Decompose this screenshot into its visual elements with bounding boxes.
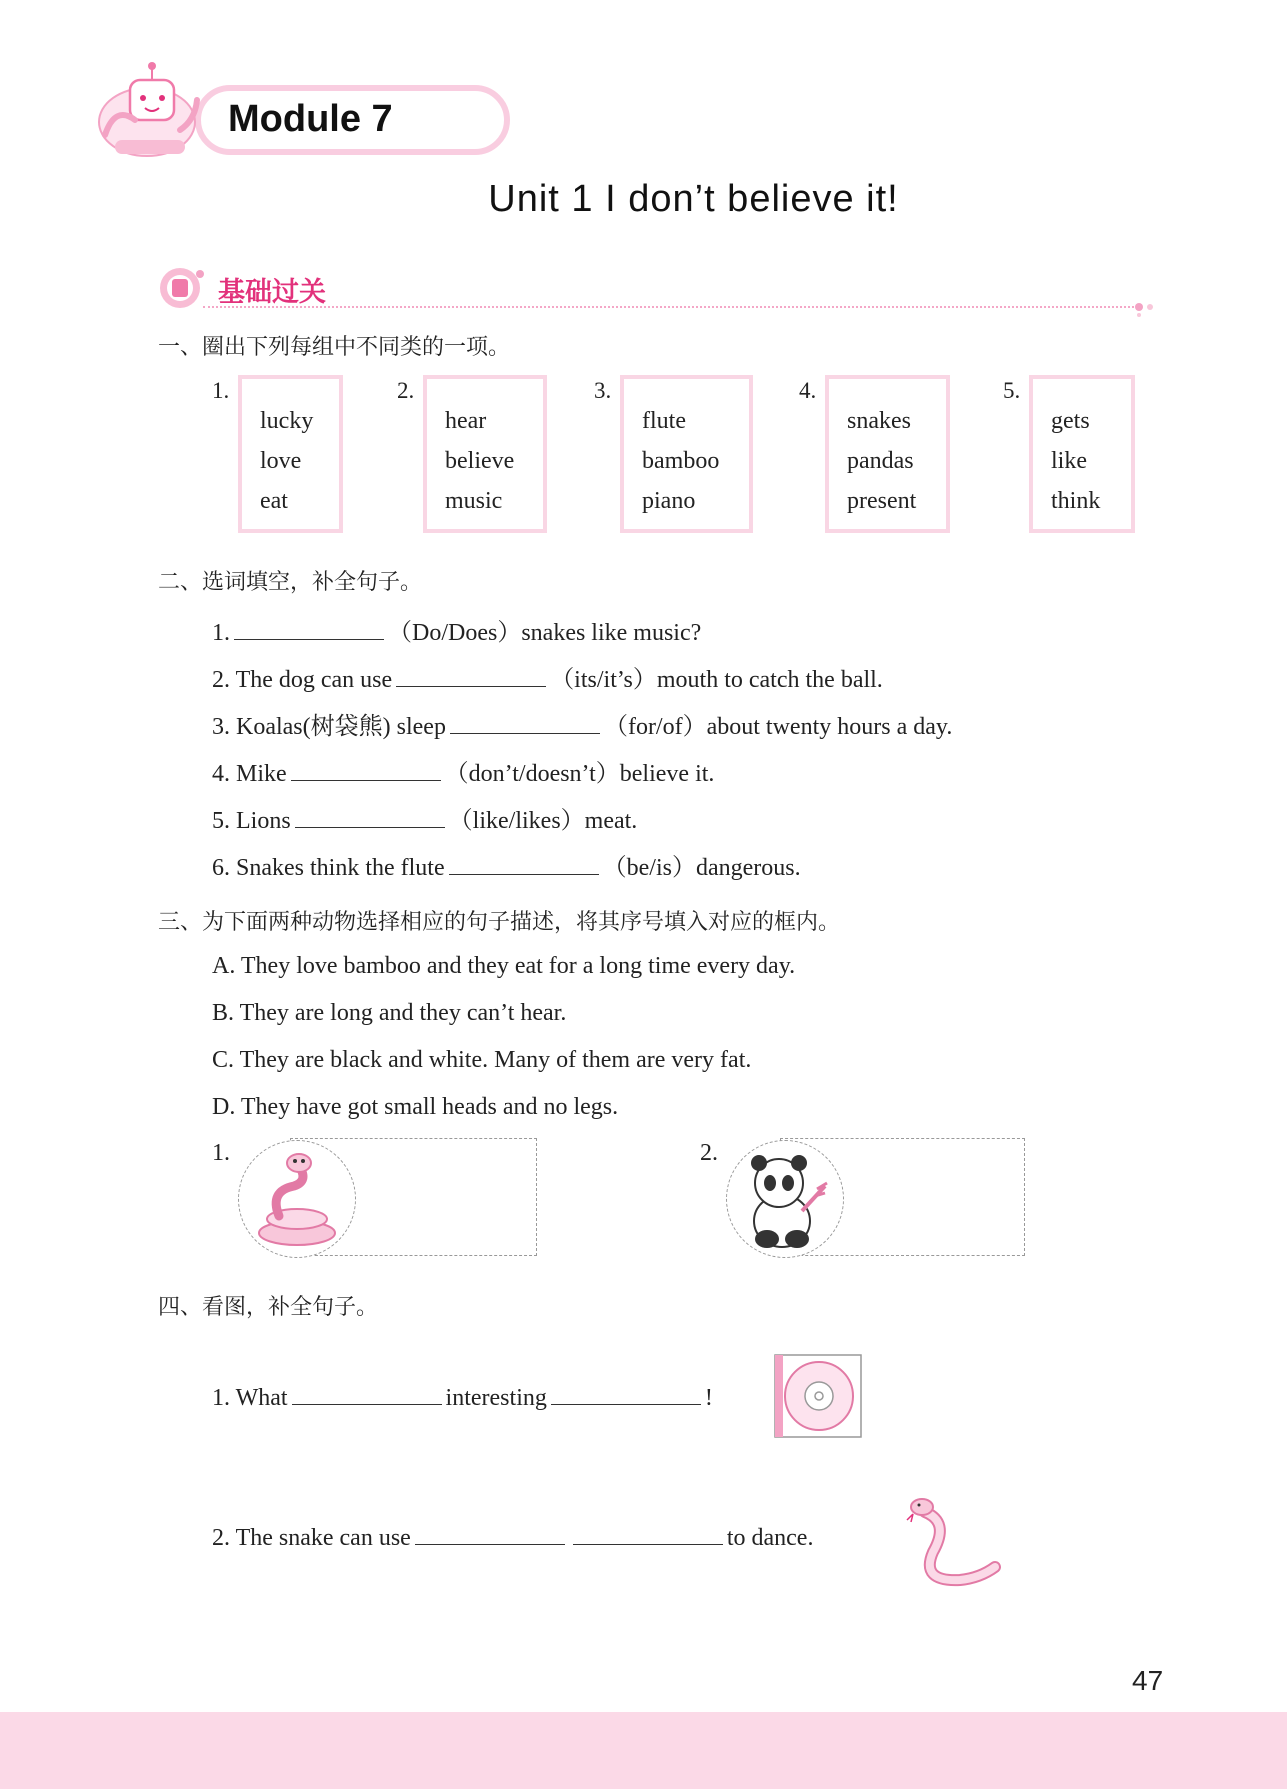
snake-icon <box>905 1492 1005 1596</box>
word-option[interactable]: like <box>1051 448 1087 474</box>
box-number: 1. <box>212 1140 230 1166</box>
sentence-suffix: （like/likes）meat. <box>448 808 638 834</box>
sentence-middle: interesting <box>445 1385 547 1411</box>
word-option[interactable]: eat <box>260 488 288 514</box>
sentence-suffix: ! <box>704 1385 713 1411</box>
picture-sentence-1 <box>212 1383 713 1412</box>
group-number: 5. <box>1003 378 1021 403</box>
sentence-suffix: （its/it’s）mouth to catch the ball. <box>550 667 883 693</box>
fill-sentence-4 <box>212 753 714 788</box>
unit-title: Unit 1 I don’t believe it! <box>488 178 899 220</box>
word-option[interactable]: gets <box>1051 408 1090 434</box>
bottom-band <box>0 1712 1287 1789</box>
sentence-suffix: （for/of）about twenty hours a day. <box>603 714 953 740</box>
snake-icon <box>239 1141 355 1257</box>
answer-blank[interactable] <box>291 759 441 781</box>
word-option[interactable]: pandas <box>847 448 914 474</box>
box-number: 2. <box>700 1140 718 1166</box>
section-title: 基础过关 <box>218 277 326 308</box>
section-header <box>158 262 1158 312</box>
option-a: A. They love bamboo and they eat for a long time every day. <box>212 953 796 979</box>
sentence-prefix: 4. Mike <box>212 761 287 787</box>
word-group-1 <box>238 375 343 533</box>
word-option[interactable]: piano <box>642 488 696 514</box>
section-badge-icon <box>158 265 206 311</box>
answer-blank[interactable] <box>573 1523 723 1545</box>
word-option[interactable]: hear <box>445 408 487 434</box>
word-group-5 <box>1029 375 1135 533</box>
word-option[interactable]: love <box>260 448 302 474</box>
sentence-prefix: 3. Koalas(树袋熊) sleep <box>212 714 446 740</box>
sentence-prefix: 1. What <box>212 1385 288 1411</box>
snake-circle <box>238 1140 356 1258</box>
sentence-prefix: 6. Snakes think the flute <box>212 855 445 881</box>
answer-blank[interactable] <box>295 806 445 828</box>
word-option[interactable]: snakes <box>847 408 911 434</box>
word-group-2 <box>423 375 547 533</box>
option-b: B. They are long and they can’t hear. <box>212 1000 567 1026</box>
answer-blank[interactable] <box>396 665 546 687</box>
sentence-prefix: 5. Lions <box>212 808 291 834</box>
page-number: 47 <box>1132 1665 1164 1696</box>
answer-blank[interactable] <box>292 1383 442 1405</box>
word-option[interactable]: present <box>847 488 917 514</box>
fill-sentence-3 <box>212 706 952 741</box>
part2-heading: 二、选词填空，补全句子。 <box>158 570 423 595</box>
group-number: 2. <box>397 378 415 403</box>
dots-decoration-icon <box>1133 297 1163 317</box>
group-number: 3. <box>594 378 612 403</box>
sentence-suffix: （don’t/doesn’t）believe it. <box>444 761 715 787</box>
section-divider <box>203 306 1138 308</box>
group-number: 4. <box>799 378 817 403</box>
sentence-prefix: 1. <box>212 620 230 646</box>
cd-icon <box>773 1353 863 1439</box>
picture-sentence-2 <box>212 1523 813 1552</box>
robot-mascot-icon <box>85 60 215 165</box>
answer-blank[interactable] <box>449 853 599 875</box>
option-c: C. They are black and white. Many of them are very fat. <box>212 1047 752 1073</box>
panda-circle <box>726 1140 844 1258</box>
word-option[interactable]: think <box>1051 488 1101 514</box>
part1-heading: 一、圈出下列每组中不同类的一项。 <box>158 335 511 360</box>
option-d: D. They have got small heads and no legs. <box>212 1094 619 1120</box>
fill-sentence-1 <box>212 612 701 647</box>
group-number: 1. <box>212 378 230 403</box>
answer-blank[interactable] <box>234 618 384 640</box>
answer-blank[interactable] <box>415 1523 565 1545</box>
fill-sentence-6 <box>212 847 801 882</box>
word-option[interactable]: believe <box>445 448 515 474</box>
word-option[interactable]: music <box>445 488 503 514</box>
word-group-3 <box>620 375 753 533</box>
sentence-suffix: （Do/Does）snakes like music? <box>388 620 702 646</box>
sentence-suffix: to dance. <box>726 1525 814 1551</box>
fill-sentence-5 <box>212 800 637 835</box>
sentence-suffix: （be/is）dangerous. <box>602 855 801 881</box>
module-title: Module 7 <box>228 98 393 140</box>
answer-blank[interactable] <box>450 712 600 734</box>
word-option[interactable]: bamboo <box>642 448 720 474</box>
word-option[interactable]: flute <box>642 408 686 434</box>
fill-sentence-2 <box>212 659 883 694</box>
word-option[interactable]: lucky <box>260 408 314 434</box>
part3-heading: 三、为下面两种动物选择相应的句子描述，将其序号填入对应的框内。 <box>158 910 841 935</box>
panda-icon <box>727 1141 843 1257</box>
answer-blank[interactable] <box>551 1383 701 1405</box>
part4-heading: 四、看图，补全句子。 <box>158 1295 379 1320</box>
sentence-prefix: 2. The snake can use <box>212 1525 411 1551</box>
sentence-prefix: 2. The dog can use <box>212 667 393 693</box>
word-group-4 <box>825 375 950 533</box>
